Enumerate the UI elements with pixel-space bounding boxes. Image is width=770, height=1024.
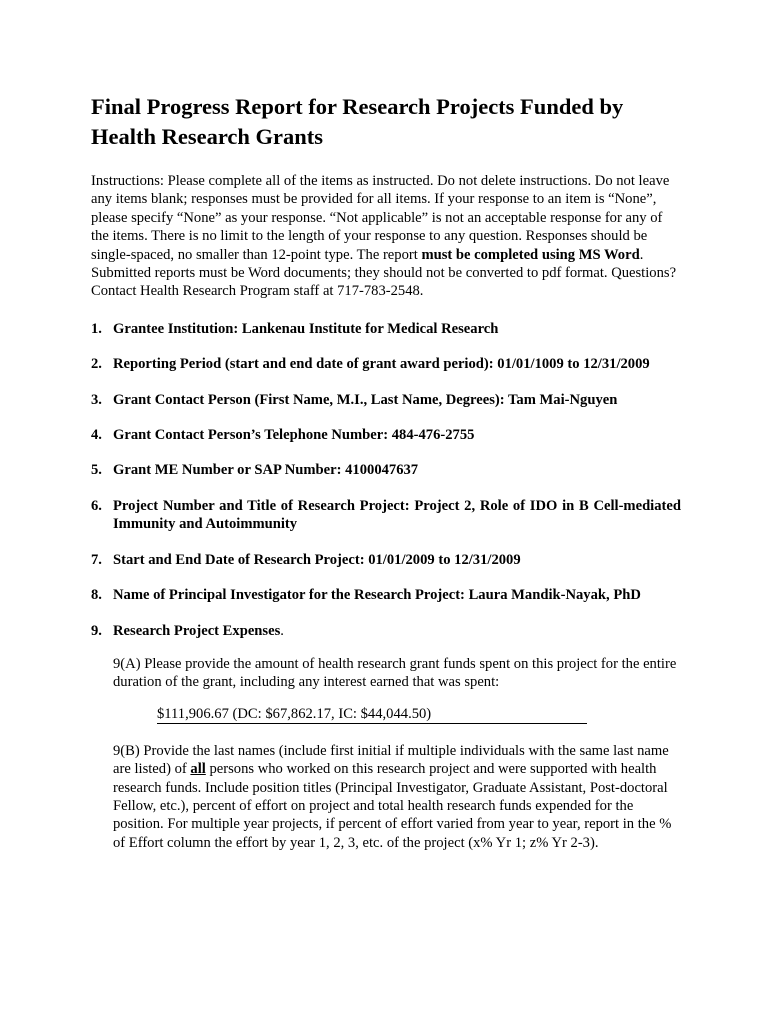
item-text: Grant ME Number or SAP Number: 4100047637 bbox=[113, 462, 419, 479]
section-9b-part-1: 9(B) Provide the last names (include first initial if multiple individuals with the same last name are listed) of bbox=[113, 742, 669, 778]
item-number: 8. bbox=[91, 587, 102, 604]
item-number: 2. bbox=[91, 356, 102, 373]
item-number: 9. bbox=[91, 622, 102, 639]
item-number: 3. bbox=[91, 391, 102, 408]
item-number: 7. bbox=[91, 551, 102, 568]
item-grant-number bbox=[91, 461, 681, 479]
item-project-dates bbox=[91, 551, 681, 569]
document-title: Final Progress Report for Research Projects Funded by Health Research Grants bbox=[91, 94, 624, 149]
item-principal-investigator bbox=[91, 586, 681, 604]
instructions-text-1: Instructions: Please complete all of the items as instructed. Do not delete instructions. Do not leave any items blank; responses must be provided for all items. If your response to an item is “None”, please specify “None” as your response. “Not applicable” is not an acceptable response for any of the items. There is no limit to the length of your response to any question. Responses should be single-spaced, no smaller than 12-point type. The report bbox=[91, 173, 670, 263]
item-suffix: . bbox=[280, 622, 284, 639]
item-contact-telephone bbox=[91, 426, 681, 444]
report-items-list bbox=[91, 320, 681, 640]
item-text: Reporting Period (start and end date of grant award period): 01/01/1009 to 12/31/2009 bbox=[113, 356, 650, 373]
section-9b-text bbox=[113, 742, 681, 852]
item-text: Project Number and Title of Research Project: Project 2, Role of IDO in B Cell-mediated Immunity and Autoimmunity bbox=[113, 497, 681, 533]
section-9b-part-2: persons who worked on this research project and were supported with health research funds. Include position titles (Principal Investigator, Graduate Assistant, Post-doctoral Fellow, etc.), percent of effort on project and total health research funds expended for the position. For multiple year projects, if percent of effort varied from year to year, report in the % of Effort column the effort by year 1, 2, 3, etc. of the project (x% Yr 1; z% Yr 2-3). bbox=[113, 761, 672, 851]
amount-value: $111,906.67 (DC: $67,862.17, IC: $44,044.50) bbox=[157, 705, 432, 722]
item-text: Grant Contact Person (First Name, M.I., Last Name, Degrees): Tam Mai-Nguyen bbox=[113, 391, 618, 408]
section-9a-text: 9(A) Please provide the amount of health research grant funds spent on this project for the entire duration of the grant, including any interest earned that was spent: bbox=[113, 655, 677, 691]
item-project-title bbox=[91, 497, 681, 534]
item-text: Grant Contact Person’s Telephone Number: 484-476-2755 bbox=[113, 427, 475, 444]
item-number: 5. bbox=[91, 462, 102, 479]
instructions-text-2: . Submitted reports must be Word documents; they should not be converted to pdf format. Questions? Contact Health Research Program staff at 717-783-2548. bbox=[91, 246, 677, 300]
item-text: Research Project Expenses bbox=[113, 622, 281, 639]
item-project-expenses bbox=[91, 622, 681, 640]
item-contact-person bbox=[91, 391, 681, 409]
instructions-paragraph bbox=[91, 172, 681, 301]
item-grantee-institution bbox=[91, 320, 681, 338]
item-number: 6. bbox=[91, 497, 102, 514]
section-9a-amount bbox=[157, 706, 587, 724]
item-text: Name of Principal Investigator for the Research Project: Laura Mandik-Nayak, PhD bbox=[113, 587, 641, 604]
item-number: 1. bbox=[91, 320, 102, 337]
item-text: Start and End Date of Research Project: 01/01/2009 to 12/31/2009 bbox=[113, 551, 521, 568]
document-page bbox=[91, 92, 681, 852]
item-reporting-period bbox=[91, 355, 681, 373]
instructions-bold-ms-word: must be completed using MS Word bbox=[421, 246, 640, 263]
item-number: 4. bbox=[91, 427, 102, 444]
item-text: Grantee Institution: Lankenau Institute for Medical Research bbox=[113, 320, 499, 337]
section-9b-emphasis: all bbox=[190, 761, 206, 778]
